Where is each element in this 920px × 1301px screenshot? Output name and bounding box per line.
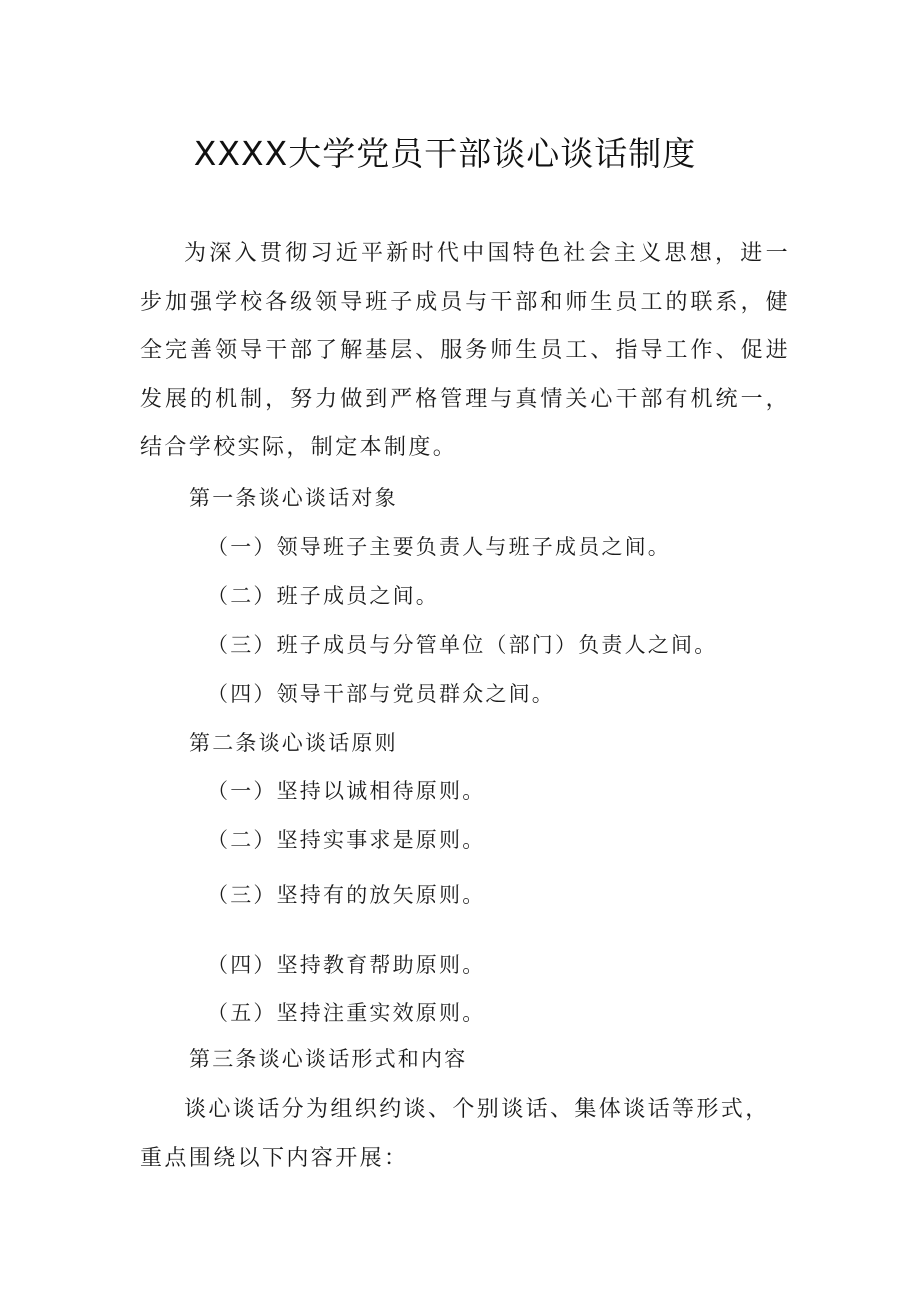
- article-3-body: 谈心谈话分为组织约谈、个别谈话、集体谈话等形式，重点围绕以下内容开展：: [140, 1097, 770, 1171]
- article-2-item-1: （一）坚持以诚相待原则。: [207, 779, 486, 803]
- article-1-item-3: （三）班子成员与分管单位（部门）负责人之间。: [207, 633, 718, 657]
- article-1-item-4: （四）领导干部与党员群众之间。: [207, 682, 555, 706]
- document-title: XXXX大学党员干部谈心谈话制度: [193, 134, 697, 173]
- article-2-item-5: （五）坚持注重实效原则。: [207, 1001, 486, 1025]
- article-3-heading: 第三条谈心谈话形式和内容: [189, 1047, 468, 1071]
- article-2-item-3: （三）坚持有的放矢原则。: [207, 883, 486, 907]
- article-1-item-1: （一）领导班子主要负责人与班子成员之间。: [207, 535, 671, 559]
- article-1-heading: 第一条谈心谈话对象: [189, 486, 398, 510]
- intro-paragraph: 为深入贯彻习近平新时代中国特色社会主义思想，进一步加强学校各级领导班子成员与干部和师生员工的联系，健全完善领导干部了解基层、服务师生员工、指导工作、促进发展的机制，努力做到严格管理与真情关心干部有机统一，结合学校实际，制定本制度。: [140, 241, 790, 460]
- article-1-item-2: （二）班子成员之间。: [207, 584, 439, 608]
- article-2-item-4: （四）坚持教育帮助原则。: [207, 953, 486, 977]
- article-2-heading: 第二条谈心谈话原则: [189, 731, 398, 755]
- article-2-item-2: （二）坚持实事求是原则。: [207, 828, 486, 852]
